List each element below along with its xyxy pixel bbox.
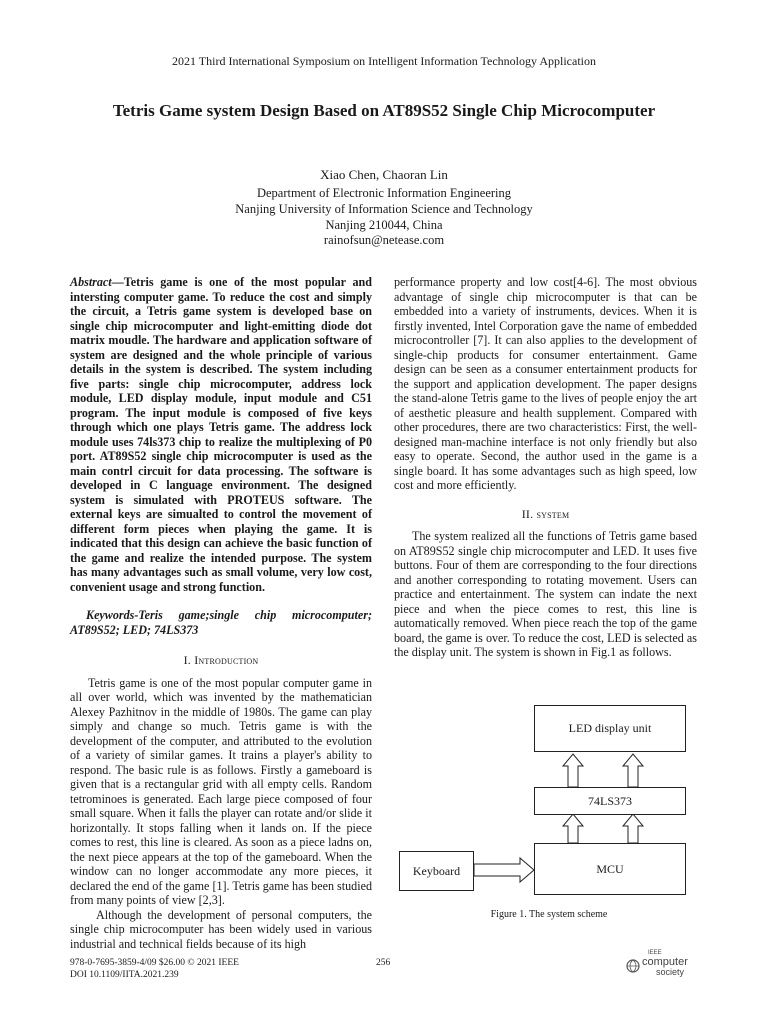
abstract	[70, 275, 372, 594]
conference-name: 2021 Third International Symposium on Intelligent Information Technology Application	[172, 54, 596, 68]
affiliation-university: Nanjing University of Information Science and Technology	[235, 202, 533, 216]
ieee-computer-society-logo	[626, 950, 706, 980]
affiliation-email: rainofsun@netease.com	[323, 233, 445, 247]
arrow-up-icon	[623, 754, 643, 787]
intro-paragraph-2: Although the development of personal computers, the single chip microcomputer has been widely used in various industrial and technical fields because of its high	[70, 907, 372, 951]
abstract-text: —Tetris game is one of the most popular and intersting computer game. To reduce the cost and simply the circuit, a Tetris game system is developed base on single chip microcomputer and light-emitting diode dot matrix moudle. The hardware and application software of system are designed and the whole principle of various details in the system is described. The system including five parts: single chip microcomputer, address lock module, LED display module, input module and C51 program. The input module is composed of five keys through which one plays Tetris game. The address lock module uses 74ls373 chip to realize the multiplexing of P0 port. AT89S52 single chip microcomputer is used as the main contrl circuit for data processing. The software is developed in C language environment. The designed system is simulated with PROTEUS software. The external keys are simualted to control the movement of different form pieces when playing the game. It is indicated that this design can achieve the basic function of the game and realize the intended purpose. The system has many advantages such as small volume, very low cost, convenient usage and strong function.	[70, 275, 372, 594]
figure-caption: Figure 1. The system scheme	[490, 909, 608, 920]
affiliation-department: Department of Electronic Information Engineering	[256, 186, 512, 200]
led-display-unit-box: LED display unit	[534, 705, 686, 752]
arrow-up-icon	[623, 814, 643, 843]
logo-computer: computer	[642, 956, 688, 968]
logo-ieee: IEEE	[648, 950, 662, 956]
arrow-up-icon	[563, 814, 583, 843]
arrow-up-icon	[563, 754, 583, 787]
section-heading-introduction	[70, 653, 372, 668]
section-number: II.	[521, 506, 534, 521]
footer-copyright: 978-0-7695-3859-4/09 $26.00 © 2021 IEEE	[70, 958, 239, 968]
section-heading-system	[394, 507, 697, 522]
section-title: system	[536, 506, 570, 521]
keyboard-box: Keyboard	[399, 851, 474, 891]
left-column	[70, 275, 372, 951]
logo-society: society	[656, 967, 685, 977]
system-paragraph: The system realized all the functions of Tetris game based on AT89S52 single chip microcomputer and LED. It uses five buttons. Four of them are corresponding to the four directions and another corresponding to rotating movement. Users can practice and entertainment. The system can indate the next piece and when the piece comes to rest, this line is automatically removed. When piece reach the top of the game board, the game is over. To reduce the cost, LED is selected as the display unit. The system is shown in Fig.1 as follows.	[394, 529, 697, 659]
section-number: I.	[183, 653, 192, 667]
system-scheme-figure	[394, 700, 704, 925]
paper-title: Tetris Game system Design Based on AT89S52 Single Chip Microcomputer	[112, 101, 656, 120]
latch-74ls373-box: 74LS373	[534, 787, 686, 815]
section-title: Introduction	[194, 653, 259, 667]
arrow-right-icon	[474, 858, 534, 882]
abstract-label: Abstract	[70, 275, 112, 289]
footer-doi: DOI 10.1109/IITA.2021.239	[70, 970, 179, 980]
right-column	[394, 275, 697, 660]
authors: Xiao Chen, Chaoran Lin	[320, 167, 448, 182]
page-number: 256	[376, 958, 391, 968]
affiliation-city: Nanjing 210044, China	[325, 218, 443, 232]
mcu-box: MCU	[534, 843, 686, 895]
right-paragraph-1: performance property and low cost[4-6]. The most obvious advantage of single chip microcomputer is that can be embedded into a variety of instruments, devices. When it is firstly invented, Intel Corporation gave the name of embedded microcontroller [7]. It can also applies to the development of single-chip products for consumer entertainment. Game design can be seen as a consumer entertainment products for the support and application development. The paper designs the stand-alone Tetris game to the lives of people enjoy the art of aesthetic pleasure and health supplement. Compared with other procedures, there are two characteristics: First, the well-designed man-machine interface is not only friendly but also easy to operate. Second, the author used in the game is a single board. It has some advantages such as high speed, low cost and more efficiently.	[394, 275, 697, 492]
globe-icon	[626, 959, 640, 973]
keywords: Keywords-Teris game;single chip microcomputer; AT89S52; LED; 74LS373	[70, 608, 372, 637]
intro-paragraph-1: Tetris game is one of the most popular computer game in all over world, which was invented by the mathematician Alexey Pazhitnov in the middle of 1980s. The game can play simply and change so much. Tetris game is with the development of the computer, and attributed to the evolution of a variety of similar games. It trains a player's ability to respond. The basic rule is as follows. Firstly a gameboard is given that is a rectangular grid with all empty cells. Random tetrominoes is generated. Each large piece composed of four small square. When it falls the player can rotate and/or slide it horizontally. It stops falling when it lands on. If the piece comes to rest, this line is cleared. As soon as a piece ladns on, the next piece appears at the top of the gameboard. When the window can no longer accommodate any more pieces, it declared the end of the game [1]. Tetris game has been studied from many points of view [2,3].	[70, 675, 372, 907]
